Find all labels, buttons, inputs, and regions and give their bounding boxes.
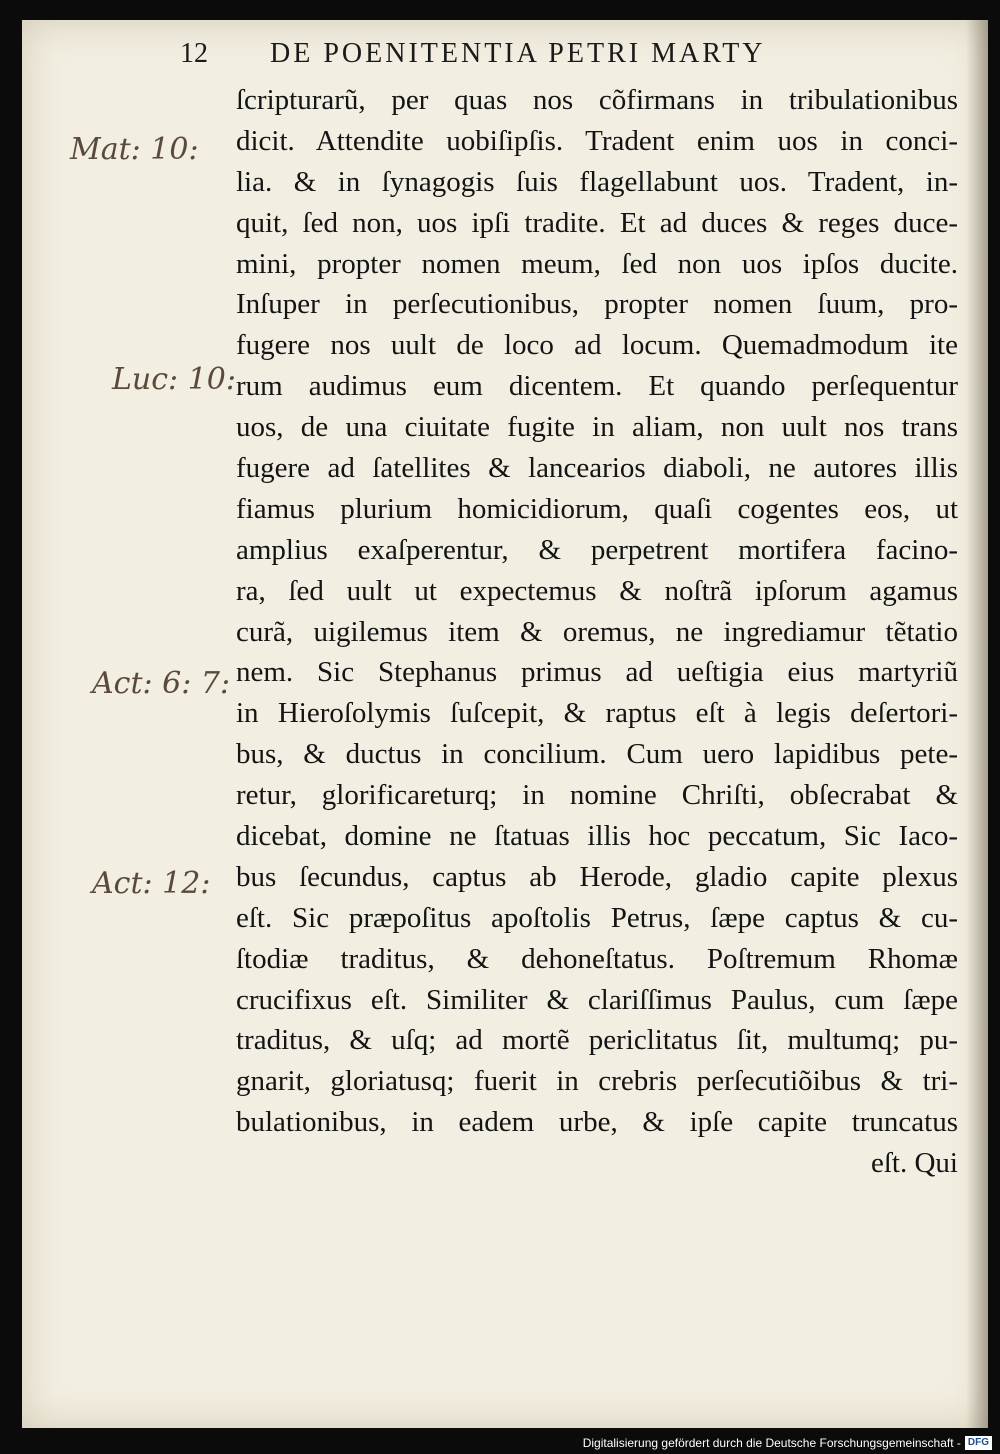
body-text: [236, 80, 958, 1184]
text-line: gnarit, gloriatusq; fuerit in crebris perſecutiõibus & tri-: [236, 1065, 958, 1098]
digitization-credit: [583, 1436, 992, 1450]
running-head-title: DE POENITENTIA PETRI MARTY: [270, 38, 766, 69]
text-line: eſt. Sic præpoſitus apoſtolis Petrus, ſæpe captus & cu-: [236, 901, 958, 934]
text-line: rum audimus eum dicentem. Et quando perſequentur: [236, 370, 958, 403]
text-line: Inſuper in perſecutionibus, propter nomen ſuum, pro-: [236, 288, 958, 321]
text-line: traditus, & uſq; ad mortẽ periclitatus ſit, multumq; pu-: [236, 1024, 958, 1057]
text-line: fugere nos uult de loco ad locum. Quemadmodum ite: [236, 329, 958, 362]
text-line: ra, ſed uult ut expectemus & noſtrã ipſorum agamus: [236, 574, 958, 607]
text-line: nem. Sic Stephanus primus ad ueſtigia eius martyriũ: [236, 656, 958, 689]
text-line: dicebat, domine ne ſtatuas illis hoc peccatum, Sic Iaco-: [236, 820, 958, 853]
text-line: bus, & ductus in concilium. Cum uero lapidibus pete-: [236, 738, 958, 771]
marginal-note-luc: Luc: 10:: [112, 362, 236, 397]
page-number: 12: [180, 38, 208, 69]
dfg-logo: DFG: [965, 1436, 992, 1450]
text-line: ſcripturarũ, per quas nos cõfirmans in tribulationibus: [236, 84, 958, 116]
text-line: quit, ſed non, uos ipſi tradite. Et ad duces & reges duce-: [236, 206, 958, 239]
text-line: amplius exaſperentur, & perpetrent mortifera facino-: [236, 533, 958, 566]
marginal-note-mat: Mat: 10:: [70, 132, 199, 167]
marginal-note-act-6-7: Act: 6: 7:: [92, 666, 231, 701]
text-line: curã, uigilemus item & oremus, ne ingrediamur tẽtatio: [236, 615, 958, 648]
marginal-note-act-12: Act: 12:: [92, 866, 211, 901]
text-line: ſtodiæ traditus, & dehoneſtatus. Poſtremum Rhomæ: [236, 942, 958, 975]
text-line: bus ſecundus, captus ab Herode, gladio capite plexus: [236, 860, 958, 893]
text-line: uos, de una ciuitate fugite in aliam, non uult nos trans: [236, 411, 958, 444]
text-line: crucifixus eſt. Similiter & clariſſimus Paulus, cum ſæpe: [236, 983, 958, 1016]
text-line: dicit. Attendite uobiſipſis. Tradent enim uos in conci-: [236, 124, 958, 157]
text-line: fiamus plurium homicidiorum, quaſi cogentes eos, ut: [236, 492, 958, 525]
text-line: lia. & in ſynagogis ſuis flagellabunt uos. Tradent, in-: [236, 165, 958, 198]
catchword-line: eſt. Qui: [871, 1147, 958, 1180]
text-line: mini, propter nomen meum, ſed non uos ipſos ducite.: [236, 247, 958, 280]
text-line: retur, glorificareturq; in nomine Chriſti, obſecrabat &: [236, 779, 958, 812]
text-line: bulationibus, in eadem urbe, & ipſe capite truncatus: [236, 1106, 958, 1139]
text-line: fugere ad ſatellites & lancearios diaboli, ne autores illis: [236, 452, 958, 485]
credit-text: Digitalisierung gefördert durch die Deutsche Forschungsgemeinschaft -: [582, 1436, 961, 1450]
text-line: in Hieroſolymis ſuſcepit, & raptus eſt à legis deſertori-: [236, 697, 958, 730]
